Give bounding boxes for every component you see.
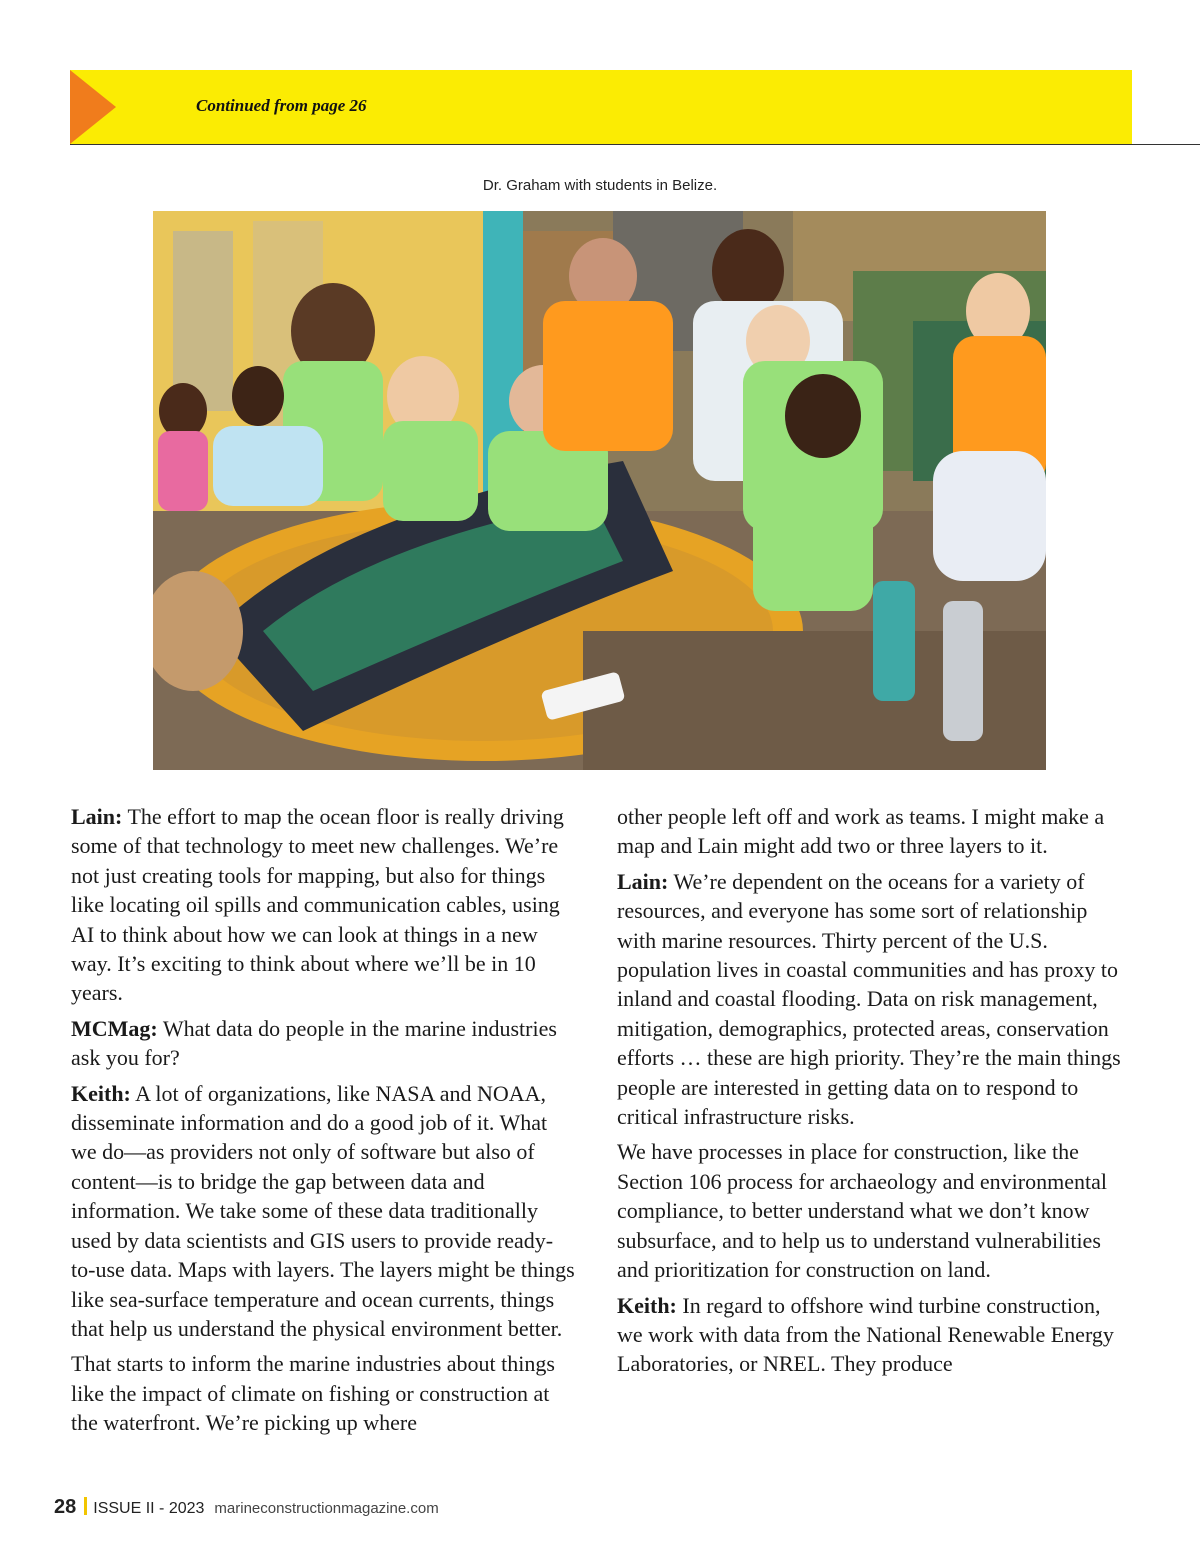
paragraph (617, 802, 1122, 861)
page-number: 28 (54, 1496, 77, 1518)
article-column-left (71, 802, 576, 1444)
paragraph-text: That starts to inform the marine industries about things like the impact of climate on fishing or construction at the waterfront. We’re picking up where (71, 1351, 555, 1436)
speaker-label: MCMag: (71, 1015, 158, 1041)
footer-divider (84, 1497, 87, 1515)
photo-caption: Dr. Graham with students in Belize. (482, 177, 718, 194)
paragraph-text: What data do people in the marine industries ask you for? (71, 1015, 557, 1071)
issue-label: ISSUE II - 2023 (93, 1500, 205, 1517)
paragraph-text: We’re dependent on the oceans for a variety of resources, and everyone has some sort of relationship with marine resources. Thirty percent of the U.S. population lives in coastal communities and has proxy to inland and coastal flooding. Data on risk management, mitigation, demographics, protected areas, conservation efforts … these are high priority. They’re the main things people are interested in getting data on to respond to critical infrastructure risks. (617, 868, 1121, 1130)
speaker-label: Keith: (71, 1080, 131, 1106)
paragraph (617, 1137, 1122, 1284)
website-label: marineconstructionmagazine.com (214, 1500, 439, 1517)
paragraph-text: We have processes in place for construction, like the Section 106 process for archaeology and environmental compliance, to better understand what we don’t know subsurface, and to help us to understand vulnerabilities and prioritization for construction on land. (617, 1139, 1107, 1283)
paragraph (617, 867, 1122, 1132)
speaker-label: Lain: (71, 804, 123, 829)
paragraph-text: A lot of organizations, like NASA and NOAA, disseminate information and do a good job of it. What we do—as providers not only of software but also of content—is to bridge the gap between data and information. We take some of these data traditionally used by data scientists and GIS users to provide ready-to-use data. Maps with layers. The layers might be things like sea-surface temperature and ocean currents, things that help us understand the physical environment better. (71, 1080, 575, 1341)
speaker-label: Lain: (617, 868, 669, 894)
paragraph (71, 1079, 576, 1344)
banner-arrow-icon (70, 70, 116, 144)
paragraph (71, 1349, 576, 1437)
header-rule (70, 144, 1200, 145)
paragraph-text: In regard to offshore wind turbine construction, we work with data from the National Renewable Energy Laboratories, or NREL. They produce (617, 1292, 1114, 1377)
paragraph-text: The effort to map the ocean floor is really driving some of that technology to meet new challenges. We’re not just creating tools for mapping, but also for things like locating oil spills and communication cables, using AI to think about how we can look at things in a new way. It’s exciting to think about where we’ll be in 10 years. (71, 804, 564, 1006)
page-footer (54, 1496, 439, 1519)
article-column-right (617, 802, 1122, 1385)
continued-from-label: Continued from page 26 (196, 96, 367, 115)
article-photo (153, 211, 1046, 770)
paragraph (71, 802, 576, 1008)
paragraph (71, 1014, 576, 1073)
speaker-label: Keith: (617, 1292, 677, 1318)
paragraph (617, 1291, 1122, 1379)
paragraph-text: other people left off and work as teams. I might make a map and Lain might add two or three layers to it. (617, 804, 1105, 859)
